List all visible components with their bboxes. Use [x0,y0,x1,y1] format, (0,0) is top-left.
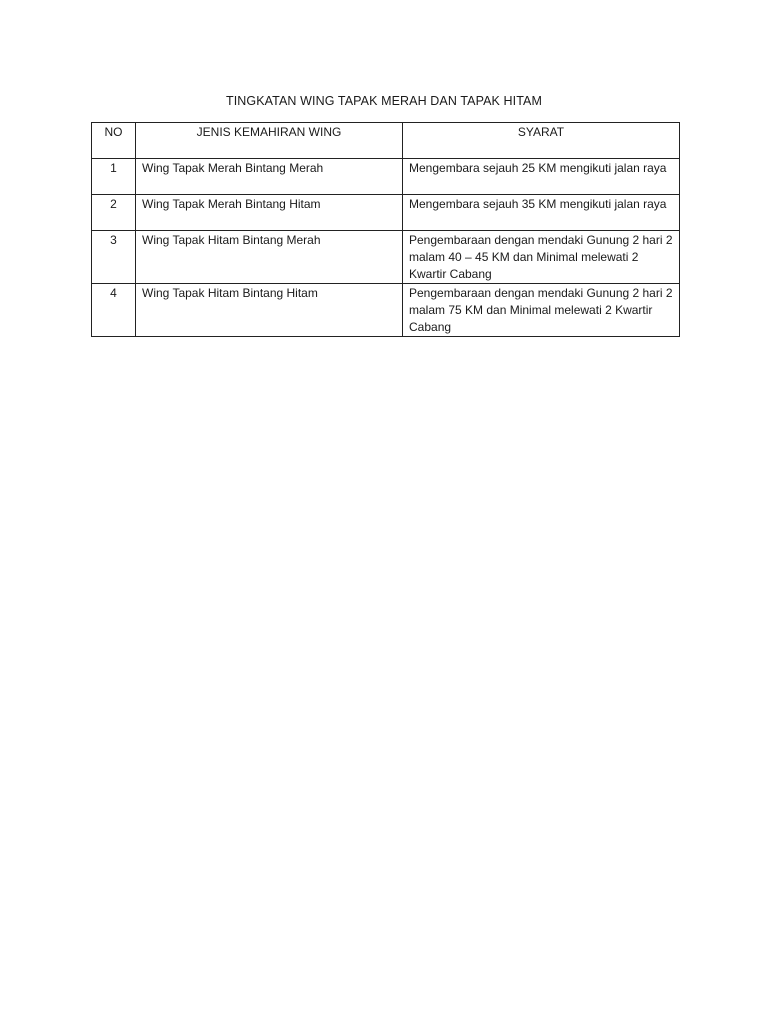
row-number: 2 [92,195,136,231]
table-header-row [92,123,680,159]
row-number: 4 [92,284,136,337]
document-title: TINGKATAN WING TAPAK MERAH DAN TAPAK HITAM [225,94,543,108]
column-header-name: JENIS KEMAHIRAN WING [136,123,403,159]
table-row [92,159,680,195]
wing-requirement: Mengembara sejauh 35 KM mengikuti jalan raya [403,195,680,231]
wing-name: Wing Tapak Merah Bintang Hitam [136,195,403,231]
wing-name: Wing Tapak Hitam Bintang Merah [136,231,403,284]
table-row [92,195,680,231]
wing-name: Wing Tapak Merah Bintang Merah [136,159,403,195]
row-number: 1 [92,159,136,195]
table-row [92,231,680,284]
wing-requirement: Mengembara sejauh 25 KM mengikuti jalan raya [403,159,680,195]
wing-requirement: Pengembaraan dengan mendaki Gunung 2 hari 2 malam 40 – 45 KM dan Minimal melewati 2 Kwartir Cabang [403,231,680,284]
row-number: 3 [92,231,136,284]
wing-requirements-table [91,122,680,337]
table-row [92,284,680,337]
column-header-no: NO [92,123,136,159]
wing-name: Wing Tapak Hitam Bintang Hitam [136,284,403,337]
column-header-requirement: SYARAT [403,123,680,159]
wing-requirement: Pengembaraan dengan mendaki Gunung 2 hari 2 malam 75 KM dan Minimal melewati 2 Kwartir Cabang [403,284,680,337]
